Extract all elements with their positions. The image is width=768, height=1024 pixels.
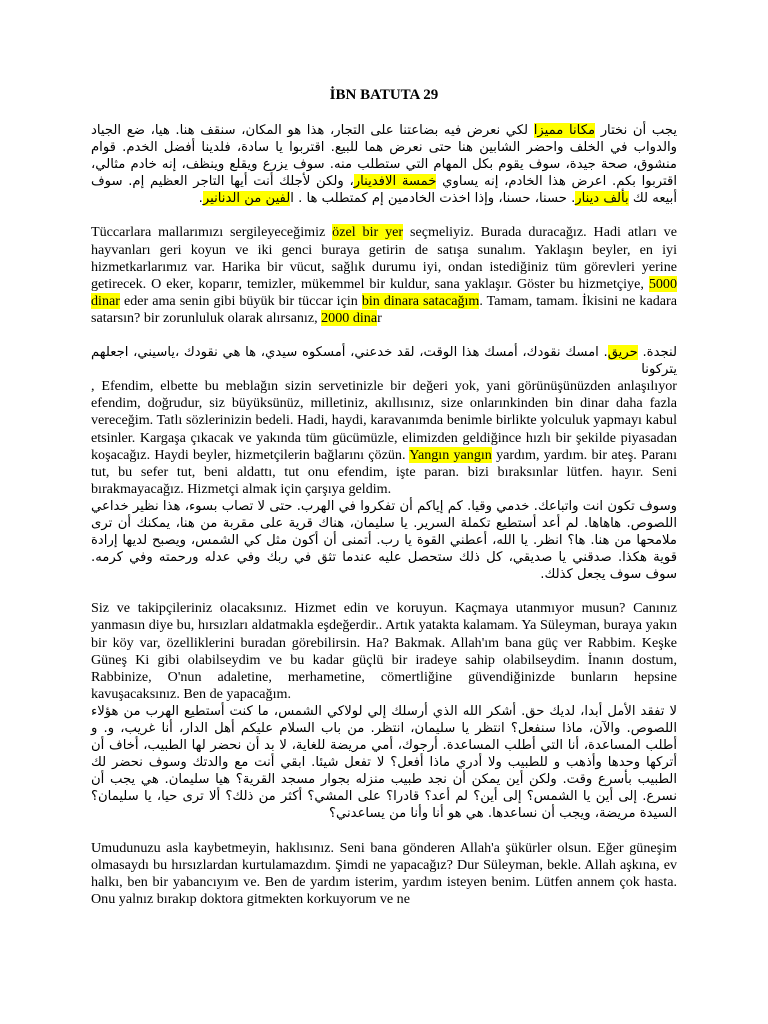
- page-title: İBN BATUTA 29: [329, 87, 439, 103]
- turkish-paragraph-2: [91, 378, 677, 498]
- text-run: لنجدة.: [637, 345, 677, 361]
- highlighted-text: بألف دينار: [575, 191, 629, 207]
- arabic-mixed-line: [91, 344, 677, 378]
- text-run: ، ولكن لأجلك أنت أيها التاجر العظيم إم. سوف أبيعه لك: [91, 174, 677, 207]
- turkish-paragraph-1: [91, 224, 677, 327]
- turkish-paragraph-3: Siz ve takipçileriniz olacaksınız. Hizmet edin ve koruyun. Kaçmaya utanmıyor musun? Canınız yanmasın diye bu, hırsızları aldatmakla eşdeğerdir.. Artık yatakta kalamam. Ya Süleyman, buraya yakın bir köy var, özelliklerini buradan görebilirsin. Ha? Bakmak. Allah'ım bana güç ver Rabbim. Keşke Güneş Ki gibi olabilseydim ve bu kadar güçlü bir iradeye sahip olabilseydim. İnanın dostum, Rabbinize, O'nun adaletine, merhametine, cömertliğine güvendiğinizde bunların hepsine kavuşacaksınız. Ben de yapacağım.: [91, 600, 677, 702]
- text-run: .: [198, 191, 203, 207]
- turkish-paragraph-4: Umudunuzu asla kaybetmeyin, haklısınız. Seni bana gönderen Allah'a şükürler olsun. Eğer güneşim olmasaydı bu hırsızlardan kurtulamazdım. Şimdi ne yapacağız? Dur Süleyman, bekle. Allah aşkına, ev halkı, ben bir yabancıyım ve. Ben de yardım isterim, yardım isteyen benim. Lütfen annem çok hasta. Onu yalnız bırakıp doktora gitmekten korkuyorum ve ne: [91, 839, 677, 907]
- text-run: . امسك نقودك، أمسك هذا الوقت، لقد خدعني، أمسكوه سيدي، ها هي نقودك ،ياسيني، اجعلهم يتركونا: [91, 345, 677, 378]
- highlighted-text: 5000 dinar: [91, 275, 677, 309]
- highlighted-text: bin dinara satacağım: [361, 292, 480, 309]
- text-run: r: [377, 309, 382, 326]
- text-run: yardım, yardım. bir ateş. Paranı tut, bu sefer tut, beni aldattı, tut onu efendim, işte paran. bizi bıraksınlar lütfen. hayır. Seni bırakmayacağız. Hizmetçi almak için çarşıya geldim.: [91, 446, 677, 497]
- highlighted-text: Yangın yangın: [409, 446, 492, 463]
- text-run: Tüccarlara mallarımızı sergileyeceğimiz: [91, 224, 333, 241]
- highlighted-text: خمسة الافدينار: [353, 174, 437, 190]
- highlighted-text: لفين من الدنانير: [202, 191, 291, 207]
- highlighted-text: 2000 dina: [321, 309, 378, 326]
- arabic-paragraph-1: [91, 122, 677, 207]
- highlighted-text: حريق: [607, 345, 638, 361]
- text-run: seçmeliyiz. Burada duracağız. Hadi atları ve hayvanları geri koyun ve iki genci buraya getirin de satışa sunalım. Yaklaşın beyler, en iyi hizmetkarlarımız var. Harika bir vücut, sağlık durumu iyi, ondan istediğiniz tüm görevleri yerine getirecek. O eker, koparır, temizler, mükemmel bir kuldur, sana yaklaşır. Göster bu hizmetçiye,: [91, 224, 677, 292]
- text-run: لكي نعرض فيه بضاعتنا على التجار، هذا هو المكان، سنقف هنا. هيا، ضع الجياد والدواب في الخلف واحضر الشابين هنا حتى نعرض هما للبيع. اقتربوا يا سادة، فلدينا أفضل الخدم. قوام منشوق، صحة جيدة، سوف يقوم بكل المهام التي ستطلب منه. سوف يزرع ويقلع وينظف، إنه خادم مثالي، اقتربوا بكم. اعرض هذا الخادم، إنه يساوي: [91, 123, 677, 190]
- highlighted-text: özel bir yer: [332, 224, 404, 241]
- highlighted-text: مكانا مميزا: [533, 123, 596, 138]
- text-run: . Tamam, tamam. İkisini ne kadara satarsın? bir zorunluluk olarak alırsanız,: [91, 292, 677, 326]
- text-run: يجب أن نختار: [595, 123, 677, 138]
- text-run: . حسنا، حسنا، وإذا اخذت الخادمين إم كمتطلب ها . ا: [290, 191, 576, 207]
- text-run: , Efendim, elbette bu meblağın sizin servetinizle bir değeri yok, yani görünüşünüzden anlaşılıyor efendim, doğrudur, siz büyüksünüz, milletiniz, akıllısınız, size onlarınkinden bin dinar daha fazla vereceğim. Tatlı sözlerinizin bedeli. Hadi, haydi, karavanımda benimle birlikte yolculuk yapmayı kabul etsinler. Kargaşa çıkacak ve yakında tüm gücümüzle, elimizden geldiğince hızlı bir şekilde piyasadan koşacağız. Haydi beyler, hizmetçilerin bağlarını çözün.: [91, 378, 677, 463]
- arabic-paragraph-2: وسوف تكون انت واتباعك. خدمي وقيا. كم إياكم أن تفكروا في الهرب. حتى لا تصاب بسوء، هذا نظير خداعي اللصوص. هاهاها. لم أعد أستطيع تكملة السرير. يا سليمان، هناك قرية على مقربة من هنا، يمكنك أن ترى ملامحها من هنا. ها؟ انظر. يا الله، أعطني القوة يا رب. أتمنى أن أكون مثل كي الشمس، ويصبح لديها إرادة قوية هكذا. صدقني يا صديقي، كل ذلك ستحصل عليه عندما تثق في ربك وفي عدله ورحمته وفي كرمه. سوف سوف يجعل كذلك.: [91, 498, 677, 583]
- text-run: eder ama senin gibi büyük bir tüccar için: [119, 292, 362, 309]
- arabic-paragraph-3: لا تفقد الأمل أبدا، لديك حق. أشكر الله الذي أرسلك إلي لولاكي الشمس، ما كنت أستطيع الهرب من هؤلاء اللصوص. والآن، ماذا سنفعل؟ انتظر يا سليمان، انتظر. من باب السلام عليكم أهل الدار، أنا غريب، و. و أطلب المساعدة، أنا التي أطلب المساعدة. أرجوك، أمي مريضة للغاية، لا بد أن نحضر لها الطبيب، أخاف أن أتركها وحدها وأذهب و للطبيب ولا أدري ماذا أفعل؟ لا تفعل شيئا. ابقي أنت مع والدتك وسوف نحضر لك الطبيب بأسرع وقت. ولكن أين يمكن أن نجد طبيب منزله بجوار مسجد القرية؟ هيا سليمان. هي يجب أن نسرع. إلى أين يا الشمس؟ إلى أين؟ لم أعد؟ قادرا؟ على المشي؟ أكثر من ذلك؟ ألا ترى حيا، يا سليمان؟ السيدة مريضة، ويجب أن نساعدها. هي هو أنا وأنا من يساعدني؟: [91, 703, 677, 822]
